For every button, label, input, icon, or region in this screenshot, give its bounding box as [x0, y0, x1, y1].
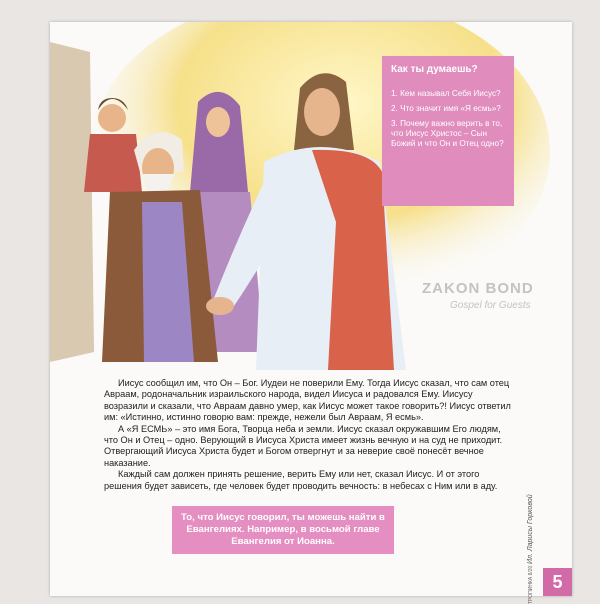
question-item: 1. Кем называл Себя Иисус? [391, 89, 501, 98]
page-number: 5 [543, 568, 572, 596]
story-paragraph: Иисус сообщил им, что Он – Бог. Иудеи не поверили Ему. Тогда Иисус сказал, что сам отец Авраам, родоначальник израильского народа, видел Иисуса и радовался Ему. Иисусу возразили и сказали, что Авраам давно умер, как Иисус может такое говорить?! Иисус ответил им: «Истинно, истинно говорю вам: прежде, нежели был Авраам, Я есмь». [104, 378, 511, 423]
watermark-sub: Gospel for Guests [450, 300, 531, 311]
story-paragraph: А «Я ЕСМЬ» – это имя Бога, Творца неба и земли. Иисус сказал окружавшим Его людям, что Он и Отец – одно. Верующий в Иисуса Христа имеет жизнь вечную и на суд не приходит. Отвергающий Иисуса Христа будет и Богом отвергнут и за неверие своё понесёт вечное наказание. [104, 423, 503, 468]
questions-title: Как ты думаешь? [391, 64, 478, 75]
magazine-page [50, 22, 572, 604]
question-item: 2. Что значит имя «Я есмь»? [391, 104, 501, 113]
question-item: 3. Почему важно верить в то, что Иисус Христос – Сын Божий и что Он и Отец одно? [391, 119, 504, 148]
callout-box: То, что Иисус говорил, ты можешь найти в Евангелиях. Например, в восьмой главе Евангелия от Иоанна. [172, 506, 394, 554]
watermark-main: ZAKON BOND [422, 280, 534, 297]
story-text [104, 378, 514, 492]
questions-list [391, 89, 505, 149]
story-paragraph: Каждый сам должен принять решение, верить Ему или нет, сказал Иисус. И от этого решения будет зависеть, где человек будет проводить вечность: в небесах с Ним или в аду. [104, 469, 498, 491]
questions-box [382, 56, 514, 206]
series-label: ТРОПИНКА 8/20 [528, 565, 534, 604]
illustrator-credit: Ил. Ларисы Горковой [527, 494, 534, 564]
